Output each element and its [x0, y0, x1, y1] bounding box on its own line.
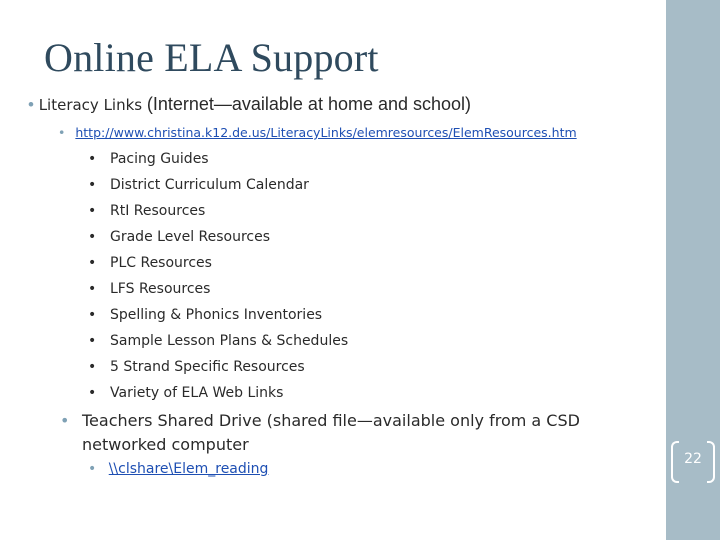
- shared-drive-text: Teachers Shared Drive (shared file—available only from a CSD networked computer: [82, 411, 580, 454]
- bullet-dot-icon: •: [28, 95, 34, 114]
- list-item-label: Grade Level Resources: [110, 229, 271, 245]
- literacy-links-note: (Internet—available at home and school): [146, 94, 472, 114]
- slide-title: Online ELA Support: [44, 35, 379, 80]
- page-number-badge: [671, 441, 715, 481]
- resource-list: [88, 149, 348, 409]
- bullet-dot-icon: •: [60, 411, 70, 430]
- list-item: [88, 253, 348, 279]
- bullet-dot-icon: •: [88, 203, 97, 219]
- list-item: [88, 383, 348, 409]
- list-item: [88, 201, 348, 227]
- bullet-dot-icon: •: [88, 229, 97, 245]
- bullet-dot-icon: •: [88, 255, 97, 271]
- list-item: [88, 227, 348, 253]
- right-bracket-icon: [707, 441, 715, 483]
- bullet-dot-icon: •: [88, 359, 97, 375]
- list-item: [88, 175, 348, 201]
- bullet-dot-icon: •: [88, 281, 97, 297]
- bullet-dot-icon: •: [88, 385, 97, 401]
- bullet-dot-icon: •: [88, 461, 97, 477]
- literacy-links-label: Literacy Links: [38, 96, 143, 114]
- list-item-label: 5 Strand Specific Resources: [110, 359, 305, 375]
- list-item: [88, 331, 348, 357]
- list-item: [88, 305, 348, 331]
- list-item-label: Variety of ELA Web Links: [110, 385, 284, 401]
- list-item-label: RtI Resources: [110, 203, 206, 219]
- list-item-label: LFS Resources: [110, 281, 211, 297]
- bullet-dot-icon: •: [58, 125, 66, 140]
- bullet-dot-icon: •: [88, 333, 97, 349]
- literacy-links-url[interactable]: http://www.christina.k12.de.us/LiteracyLinks/elemresources/ElemResources.htm: [75, 125, 577, 140]
- list-item-label: Spelling & Phonics Inventories: [110, 307, 323, 323]
- literacy-links-url-line: [58, 125, 577, 140]
- shared-drive-path-link[interactable]: \\clshare\Elem_reading: [108, 461, 269, 477]
- bullet-literacy-links: [28, 94, 471, 115]
- list-item-label: District Curriculum Calendar: [110, 177, 309, 193]
- list-item: [88, 357, 348, 383]
- list-item: [88, 149, 348, 175]
- page-number: 22: [684, 451, 702, 467]
- bullet-dot-icon: •: [88, 151, 97, 167]
- bullet-dot-icon: •: [88, 177, 97, 193]
- list-item-label: PLC Resources: [110, 255, 212, 271]
- list-item: [88, 279, 348, 305]
- bullet-shared-drive: [44, 409, 604, 457]
- list-item-label: Pacing Guides: [110, 151, 209, 167]
- list-item-label: Sample Lesson Plans & Schedules: [110, 333, 349, 349]
- shared-drive-path-line: [88, 461, 268, 477]
- bullet-dot-icon: •: [88, 307, 97, 323]
